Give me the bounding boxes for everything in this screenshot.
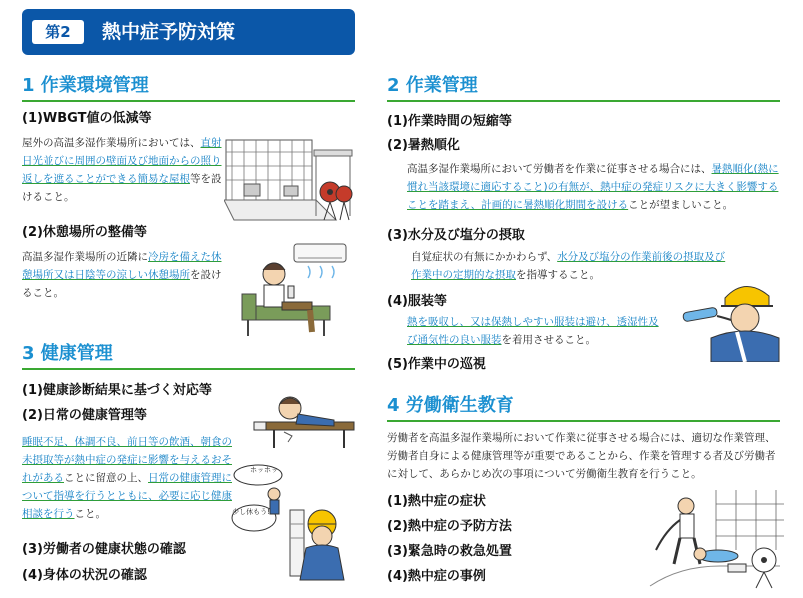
health-check-illustration (230, 464, 358, 582)
s3-item1-title: (1)健康診断結果に基づく対応等 (22, 383, 212, 398)
s2-item3-title: (3)水分及び塩分の摂取 (387, 228, 525, 243)
s2-item4-body: 熱を吸収し、又は保熱しやすい服装は避け、透湿性及び通気性の良い服装を着用させること。 (407, 316, 659, 346)
section-3-rule (22, 368, 355, 370)
section-1-title: 1 作業環境管理 (22, 75, 149, 96)
s1-item1-title: (1)WBGT値の低減等 (22, 111, 152, 126)
break-room-illustration (232, 240, 350, 340)
s1-item1-body: 屋外の高温多湿作業場所においては、直射日光並びに周囲の壁面及び地面からの照り返しを遮ることができる簡易な屋根等を設けること。 (22, 137, 222, 203)
s2-item2-title: (2)暑熱順化 (387, 138, 460, 153)
s4-item2: (2)熱中症の予防方法 (387, 519, 512, 534)
s3-item2-title: (2)日常の健康管理等 (22, 408, 147, 423)
shade-roof-illustration (224, 136, 356, 222)
chapter-title: 熱中症予防対策 (102, 21, 236, 43)
chapter-badge: 第2 (32, 20, 84, 44)
s3-item3-title: (3)労働者の健康状態の確認 (22, 542, 186, 557)
s3-item2-body: 睡眠不足、体調不良、前日等の飲酒、朝食の未摂取等が熱中症の発症に影響を与えるおそれがあることに留意の上、日常の健康管理について指導を行うとともに、必要に応じ健康相談を行うこと。 (22, 436, 232, 520)
s2-item3-body: 自覚症状の有無にかかわらず、水分及び塩分の作業前後の摂取及び作業中の定期的な摂取を指導すること。 (411, 251, 726, 281)
chapter-header (22, 9, 355, 55)
speech-bubble-2: 少し休もう! (232, 508, 270, 516)
s3-item4-title: (4)身体の状況の確認 (22, 568, 147, 583)
drinking-worker-illustration (675, 282, 785, 362)
s1-item2-title: (2)休憩場所の整備等 (22, 225, 147, 240)
s1-item2-body: 高温多湿作業場所の近隣に冷房を備えた休憩場所又は日陰等の涼しい休憩場所を設けること。 (22, 251, 222, 299)
section-2-title: 2 作業管理 (387, 75, 478, 96)
section-4-title: 4 労働衛生教育 (387, 395, 514, 416)
section-1-rule (22, 100, 355, 102)
section-2-rule (387, 100, 780, 102)
first-aid-illustration (646, 490, 786, 590)
s2-item1-title: (1)作業時間の短縮等 (387, 114, 512, 129)
section-4-rule (387, 420, 780, 422)
s2-item4-title: (4)服装等 (387, 294, 447, 309)
tired-worker-illustration (244, 392, 356, 448)
s4-item4: (4)熱中症の事例 (387, 569, 486, 584)
section-3-title: 3 健康管理 (22, 343, 113, 364)
s4-item1: (1)熱中症の症状 (387, 494, 486, 509)
speech-bubble-1: ホッホッ (250, 466, 278, 474)
s2-item5-title: (5)作業中の巡視 (387, 357, 486, 372)
s4-intro: 労働者を高温多湿作業場所において作業に従事させる場合には、適切な作業管理、労働者自身による健康管理等が重要であることから、作業を管理する者及び労働者に対して、あらかじめ次の事項について労働衛生教育を行うこと。 (387, 432, 776, 480)
s2-item2-body: 高温多湿作業場所において労働者を作業に従事させる場合には、暑熱順化(熱に慣れ当該環境に適応すること)の有無が、熱中症の発症リスクに大きく影響することを踏まえ、計画的に暑熱順化期間を設けることが望ましいこと。 (407, 163, 779, 211)
s4-item3: (3)緊急時の救急処置 (387, 544, 512, 559)
